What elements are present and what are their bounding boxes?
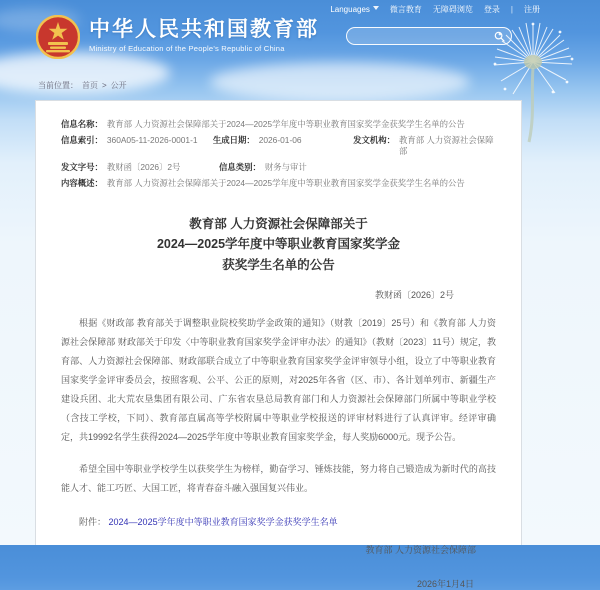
meta-label: 内容概述： bbox=[61, 177, 103, 188]
document-card bbox=[35, 100, 522, 590]
breadcrumb bbox=[38, 80, 127, 91]
meta-value: 教育部 人力资源社会保障部 bbox=[399, 135, 494, 156]
meta-label: 发文机构： bbox=[353, 135, 395, 145]
site-header bbox=[36, 15, 319, 59]
meta-value: 教财函〔2026〕2号 bbox=[106, 161, 181, 172]
topbar-divider: | bbox=[510, 5, 513, 14]
document-number: 教财函〔2026〕2号 bbox=[374, 289, 454, 300]
meta-label: 信息名称： bbox=[61, 119, 103, 129]
body-paragraph-2: 希望全国中等职业学校学生以获奖学生为榜样，勤奋学习、锤炼技能，努力将自己锻造成为新时代的高技能人才、能工巧匠、大国工匠，将青春奋斗融入强国复兴伟业。 bbox=[61, 464, 496, 494]
meta-label: 发文字号： bbox=[61, 161, 103, 172]
title-line-1: 教育部 人力资源社会保障部关于 bbox=[189, 217, 368, 231]
breadcrumb-prefix: 当前位置： bbox=[38, 81, 78, 90]
meta-label: 信息类别： bbox=[219, 161, 261, 172]
topbar-link-weiyan-jiaoyu[interactable]: 微言教育 bbox=[389, 5, 422, 14]
signature-date: 2026年1月4日 bbox=[416, 579, 474, 590]
title-line-3: 获奖学生名单的公告 bbox=[222, 257, 335, 272]
document-meta-table bbox=[61, 119, 496, 188]
login-link[interactable]: 登录 bbox=[483, 5, 500, 14]
attachment-link[interactable]: 2024—2025学年度中等职业教育国家奖学金获奖学生名单 bbox=[108, 517, 338, 528]
meta-value: 2026-01-06 bbox=[258, 135, 302, 145]
search-input[interactable] bbox=[357, 31, 494, 41]
meta-value: 教育部 人力资源社会保障部关于2024—2025学年度中等职业教育国家奖学金获奖学生名单的公告 bbox=[106, 177, 465, 188]
attachment-label: 附件： bbox=[79, 517, 107, 528]
top-utility-bar bbox=[330, 4, 540, 15]
signature: 教育部 人力资源社会保障部 bbox=[365, 545, 476, 556]
meta-value: 360A05-11-2026-0001-1 bbox=[106, 135, 198, 145]
breadcrumb-divider: > bbox=[102, 81, 107, 90]
attachment-line bbox=[61, 515, 496, 528]
site-title[interactable]: 中华人民共和国教育部 bbox=[89, 18, 319, 41]
meta-value: 财务与审计 bbox=[264, 161, 307, 172]
cloud-decoration bbox=[210, 62, 470, 102]
site-subtitle: Ministry of Education of the People's Republic of China bbox=[89, 44, 285, 54]
meta-row-docno bbox=[61, 162, 496, 173]
languages-menu[interactable]: Languages bbox=[330, 5, 379, 14]
page-title bbox=[61, 214, 496, 275]
meta-row-summary bbox=[61, 178, 496, 189]
meta-value: 教育部 人力资源社会保障部关于2024—2025学年度中等职业教育国家奖学金获奖学生名单的公告 bbox=[106, 119, 465, 129]
meta-row-name bbox=[61, 119, 496, 130]
meta-label: 信息索引： bbox=[61, 135, 103, 145]
national-emblem-icon bbox=[36, 15, 80, 59]
topbar-link-accessibility[interactable]: 无障碍浏览 bbox=[432, 5, 473, 14]
body-paragraph-1: 根据《财政部 教育部关于调整职业院校奖助学金政策的通知》（财教〔2019〕25号）和《教育部 人力资源社会保障部 财政部关于印发〈中等职业教育国家奖学金评审办法〉的通知》（教财〔2023〕11号）规定，教育部、人力资源社会保障部、财政部联合成立了中等职业教育国家奖学金评审领导小组，设立了中等职业教育国家奖学金评审委员会，按照客观、公平、公正的原则，对2025年各省（区、市）、各计划单列市、新疆生产建设兵团、北大荒农垦集团有限公司、广东省农垦总局教育部门和人力资源社会保障部门所属中等职业学校（含技工学校，下同）、教育部直属高等学校附属中等职业学校报送的评审材料进行了认真评审。经评审确定，共19992名学生获得2024—2025学年度中等职业教育国家奖学金，每人奖励6000元。现予公告。 bbox=[61, 317, 496, 443]
title-line-2: 2024—2025学年度中等职业教育国家奖学金 bbox=[156, 237, 401, 252]
register-link[interactable]: 注册 bbox=[524, 5, 540, 14]
search-bar[interactable] bbox=[346, 27, 512, 45]
search-icon[interactable] bbox=[494, 31, 505, 42]
breadcrumb-current[interactable]: 公开 bbox=[110, 81, 127, 90]
meta-label: 生成日期： bbox=[212, 135, 255, 145]
breadcrumb-home[interactable]: 首页 bbox=[82, 81, 98, 90]
chevron-down-icon bbox=[373, 6, 379, 10]
meta-row-index bbox=[61, 135, 496, 156]
